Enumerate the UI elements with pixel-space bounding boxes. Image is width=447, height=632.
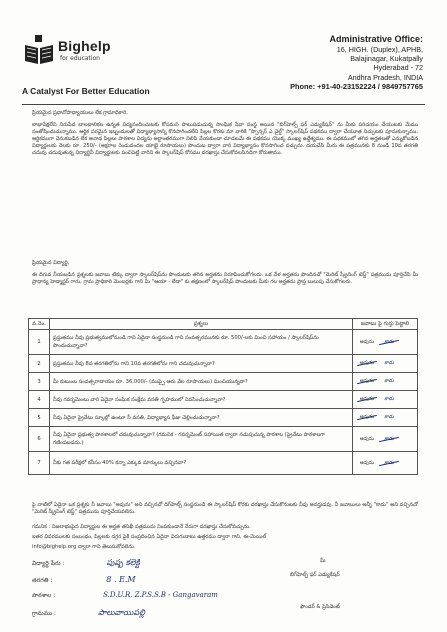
student-name-row: విద్యార్థి పేరు : పుష్ప కలెక్టి bbox=[32, 558, 140, 567]
row-question: నీకు గత పరీక్షలో కనీసం 40% కన్నా ఎక్కువ మార్కులు వచ్చినవా? bbox=[50, 452, 353, 475]
salutation-headmaster: ప్రియమైన ప్రధానోపాధ్యాయులు లేక గ్రామాధికారి, bbox=[32, 110, 128, 116]
contact-info: ఇతర వివరములకు సంబంధం, పిల్లలకు దగ్గర పైకి సంప్రదించిన ఏదైనా విరుగుబాటు ఉత్తరము ద్వారా గాని, ఈ-మెయిల్ bbox=[32, 534, 267, 540]
row-number: 1 bbox=[29, 330, 50, 355]
yes-option[interactable] bbox=[356, 339, 378, 346]
brand-name: Bighelp bbox=[58, 38, 111, 54]
village-value[interactable]: పాలువాయిపల్లి bbox=[97, 608, 145, 617]
row-answer bbox=[353, 330, 418, 355]
class-row: తరగతి : 8 . E.M bbox=[32, 575, 136, 584]
row-number: 4 bbox=[29, 391, 50, 409]
no-option-label: కాదు bbox=[384, 459, 394, 466]
header-serial: వ.నెం. bbox=[29, 319, 50, 330]
row-question: నీవు ఏదైనా ప్రైవేటు స్కూల్లో ఉంటూ నీ వసతి, విద్యాభ్యాస ఫీజు చెల్లించుచున్నావా? bbox=[50, 409, 353, 427]
row-answer bbox=[353, 373, 418, 391]
address-line: 16, HIGH. (Duplex), APHB, bbox=[336, 45, 423, 54]
eligibility-note: పై వాటిలో ఏదైనా ఒక ప్రశ్నకు నీ జవాబు "అవును" అని వచ్చినచో దిగ్‌హెల్ప్ సంస్థనుండి ఈ స్కాలర్‌షిప్ కొరకు దరఖాస్తు చేసుకొనుటకు నీవు అనర్హుడవు. నీ జవాబులు అన్నీ "కాదు" అని వచ్చినచో "మెరిట్ స్క్రీనింగ్ టెస్ట్" పత్రమును పూర్తిచేయవలెను. bbox=[32, 502, 418, 515]
no-option-label: కాదు bbox=[384, 378, 394, 384]
office-address-block bbox=[243, 33, 423, 91]
address-line: Balajinagar, Kukatpally bbox=[350, 54, 423, 64]
table-header-row bbox=[29, 319, 418, 330]
yes-option-label: అవును bbox=[359, 435, 375, 442]
no-option[interactable] bbox=[378, 378, 400, 385]
salutation-student: ప్రియమైన విద్యార్థి, bbox=[32, 260, 70, 266]
student-name-label: విద్యార్థి పేరు bbox=[32, 560, 61, 567]
table-row bbox=[29, 355, 418, 373]
no-option[interactable] bbox=[378, 339, 400, 346]
email-line: info@bighelp.org ద్వారా గాని తెలుసుకోవలెను. bbox=[32, 544, 136, 550]
table-row bbox=[29, 391, 418, 409]
yes-option-label: అవును bbox=[359, 459, 375, 466]
header-question: ప్రశ్నలు bbox=[50, 319, 353, 330]
no-option-label: కాదు bbox=[384, 338, 394, 345]
bighelp-logo-icon bbox=[22, 35, 56, 65]
yes-option[interactable] bbox=[356, 460, 378, 467]
row-number: 5 bbox=[29, 409, 50, 427]
table-row bbox=[29, 330, 418, 355]
instructions-paragraph: ఈ దిగువ నీయబడిన ప్రశ్నలకు జవాబు టిక్కు ద్వారా స్కాలర్‌షిప్‌ను పొందుటకు తగిన అర్హతను నిరూపించుకోగలరు. ఒక వేళ అర్హతను పొందినచో "మెరిట్ స్క్రీనింగ్ టెస్ట్" పత్రమును పూర్తిచేసి మీ ప్రాధాన్య హెడ్మాస్టర్ గారు, గ్రామ ప్రాధికారి మెంబర్లకు గాని మీ "ఆయా - లేదా" కు తక్షణంలో స్కాలర్‌షిప్ పొందుటకు మీకు గల అర్హతను ప్రాప్త బులుపు చేసుకోగలరు. bbox=[32, 272, 418, 285]
yes-option[interactable] bbox=[356, 436, 378, 443]
no-option[interactable] bbox=[378, 396, 400, 403]
yes-option-label: అవును bbox=[359, 360, 375, 366]
no-option-label: కాదు bbox=[384, 435, 394, 442]
office-title: Administrative Office: bbox=[329, 34, 423, 44]
table-row bbox=[29, 427, 418, 452]
no-option[interactable] bbox=[378, 460, 400, 467]
no-option-label: కాదు bbox=[384, 360, 394, 366]
signoff-yours: మీ bbox=[320, 558, 326, 564]
brand-subtitle: for education bbox=[60, 55, 100, 62]
no-option-label: కాదు bbox=[384, 396, 394, 402]
no-option-label: కాదు bbox=[384, 414, 394, 420]
yes-option-label: అవును bbox=[359, 396, 375, 402]
class-label: తరగతి bbox=[32, 577, 49, 584]
header-divider bbox=[22, 104, 425, 105]
student-name-value[interactable]: పుష్ప కలెక్టి bbox=[106, 558, 140, 567]
intro-paragraph: లాభాపేక్షలేని నిరుపేద బాలబాలికల ఉన్నత విద్యనందించుటకు కోసమని పాటుపడుచున్న సాంఘిక సేవా సంస్థ అయిన "బిగ్‌హెల్ప్ ఫర్ ఎడ్యుకేషన్" ను మీకు పరిచయం చేయుటకు మేము సంతోషించుచున్నాము. ఆర్థిక పరమైన ఇబ్బందులతో విద్యాభ్యాసాన్ని కొనసాగించలేని పిల్లల కొరకు మా వారికి "స్పాన్సర్ ఎ చైల్డ్" స్కాలర్‌షిప్ పథకము ద్వారా చేయూత నిచ్చుటకు పూనుకున్నాము. ఆర్థికముగా వెనుకబడిన లేక అనాథ పిల్లలు పాఠశాల విద్యను అర్ధాంతరముగా నిలిపి వేయకుండా చూడటమే ఈ పథకము యొక్క ముఖ్య ఉద్దేశ్యము. ఈ పథకములో తగిన అర్హతలతో ఎన్నుకోబడిన విద్యార్థులకు నెలకు రూ. 250/- (అక్షరాల రెండువందల యాభై రూపాయలు) పొందుట ద్వారా వారి విద్యాభ్యాసం కొనసాగించ వచ్చును. దయచేసి మీరు ఈ పత్రమునకు 8 నుండి 10వ తరగతి చదువు చదువుతున్న విద్యార్థినీ విద్యార్థులకు పంచిపెట్టి వారిని ఈ స్కాలర్‌షిప్ కోసము దరఖాస్తు చేసుకోవలసినదిగా కోరుతాము. bbox=[32, 122, 418, 156]
class-value[interactable]: 8 . E.M bbox=[106, 575, 136, 584]
no-option[interactable] bbox=[378, 360, 400, 367]
row-answer bbox=[353, 452, 418, 475]
school-label: పాఠశాల bbox=[32, 592, 52, 599]
yes-option[interactable] bbox=[356, 360, 378, 367]
row-number: 6 bbox=[29, 427, 50, 452]
yes-option[interactable] bbox=[356, 378, 378, 385]
row-question: ప్రస్తుతము నీవు 8వ తరగతిలోను గాని 10వ తరగతిలోను గాని చదువుచున్నావా? bbox=[50, 355, 353, 373]
no-option[interactable] bbox=[378, 436, 400, 443]
header-answer: జవాబు పై గుర్తు పెట్టాలి bbox=[353, 319, 418, 330]
row-question: నీవు ఏదైనా ప్రభుత్వ పాఠశాలలో చదువుచున్నావా? (గమనిక - గవర్నమెంట్ సహాయిత ద్వారా నడుపుచున్న పాఠశాల (ప్రైవేటు పాఠశాలగా గణింపబడదు.) bbox=[50, 427, 353, 452]
table-row bbox=[29, 373, 418, 391]
row-number: 2 bbox=[29, 355, 50, 373]
yes-option[interactable] bbox=[356, 396, 378, 403]
row-number: 7 bbox=[29, 452, 50, 475]
phone-number: Phone: +91-40-23152224 / 9849757765 bbox=[290, 81, 423, 91]
yes-option-label: అవును bbox=[359, 338, 375, 345]
address-line: Hyderabad - 72 bbox=[373, 63, 423, 73]
yes-option[interactable] bbox=[356, 414, 378, 421]
school-value[interactable]: S.D.U.R. Z.P.S.S.B - Gangavaram bbox=[103, 591, 218, 599]
table-row bbox=[29, 409, 418, 427]
address-line: Andhra Pradesh, INDIA bbox=[347, 72, 423, 82]
tagline: A Catalyst For Better Education bbox=[22, 86, 150, 96]
signoff-title: ఫౌండర్ & ప్రెసిడెంట్ bbox=[300, 604, 340, 610]
yes-option-label: అవును bbox=[359, 414, 375, 420]
table-row bbox=[29, 452, 418, 475]
row-question: మీ కుటుంబ సంవత్సరాదాయం రూ. 36,000/- (ముప్పై ఆరు వేల రూపాయలు) మించియున్నదా? bbox=[50, 373, 353, 391]
row-answer bbox=[353, 409, 418, 427]
row-answer bbox=[353, 391, 418, 409]
row-answer bbox=[353, 355, 418, 373]
signoff-org: బిగ్‌హెల్ప్ ఫర్ ఎడ్యుకేషన్ bbox=[290, 572, 340, 578]
row-question: ప్రస్తుతము నీవు ప్రభుత్వములోనుండి గాని ఏదైనా సంస్థనుండి గాని సంవత్సరమునకు రూ. 500/-లకు మించి సహాయం / స్కాలర్‌షిప్‌ను పొందుచున్నావా? bbox=[50, 330, 353, 355]
row-question: నీవు గవర్నమెంటు వారి ఏదైనా సంఘిక సంక్షేమ వసతి గృహములో నివసించుచున్నావా? bbox=[50, 391, 353, 409]
school-row: పాఠశాల : S.D.U.R. Z.P.S.S.B - Gangavaram bbox=[32, 591, 218, 599]
note-gamanika: గమనిక : నిజలాభంపైన విద్యార్థుల ఈ అర్హత తనిఖీ పత్రమును నింపకుండానే నేరుగా దరఖాస్తు చేసుకోవచ్చును. bbox=[32, 524, 251, 530]
row-answer bbox=[353, 427, 418, 452]
no-option[interactable] bbox=[378, 414, 400, 421]
village-row: గ్రామము : పాలువాయిపల్లి bbox=[32, 608, 145, 617]
eligibility-table bbox=[28, 318, 418, 475]
village-label: గ్రామము bbox=[32, 610, 53, 617]
row-number: 3 bbox=[29, 373, 50, 391]
yes-option-label: అవును bbox=[359, 378, 375, 384]
